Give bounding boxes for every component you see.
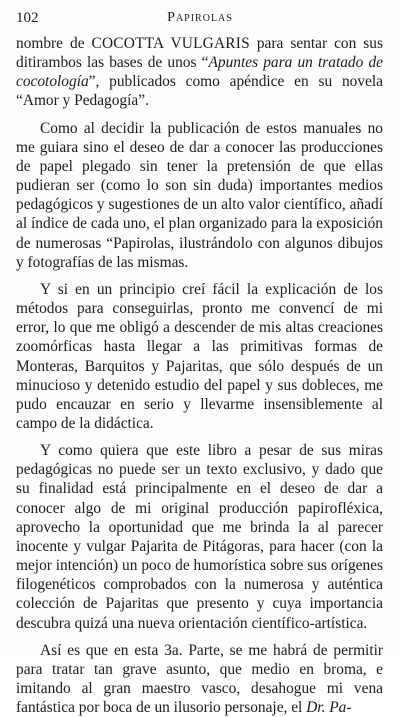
text-segment: nombre de (16, 35, 92, 52)
paragraph-2 (16, 119, 383, 272)
book-title-italic: Apuntes para un tratado de cocotología (16, 54, 384, 91)
species-name: COCOTTA VULGARIS (91, 35, 250, 52)
body-text (16, 34, 383, 717)
running-head (14, 10, 386, 28)
text-segment: Así es que en esta 3a. Parte, se me habrá de permitir para tratar tan grave asunto, que medio en broma, e imitando al gran maestro vasco, desahogue mi vena fantástica por boca de un ilusorio personaje, el (16, 641, 383, 717)
text-segment: para sentar con sus ditirambos las bases de unos “ (16, 35, 383, 72)
text-segment: Y si en un principio creí fácil la explicación de los métodos para conseguirlas, pronto me convencí de mi error, lo que me obligó a descender de mis altas creaciones zoomórficas hasta llegar a las primitivas formas de Monteras, Barquitos y Pajaritas, que sólo después de un minucioso y detenido estudio del papel y sus dobleces, me pudo encauzar en serio y llevarme insensiblemente al campo de la didáctica. (16, 280, 383, 432)
paragraph-5 (16, 641, 383, 717)
running-title: Papirolas (167, 10, 233, 25)
paragraph-1 (16, 34, 383, 111)
text-segment: Como al decidir la publicación de estos manuales no me guiara sino el deseo de dar a conocer las producciones de papel plegado sin tener la pretensión de que ellas pudieran ser (como lo son sin duda) importantes medios pedagógicos y sugestiones de un alto valor científico, añadí al índice de cada uno, el plan organizado para la exposición de numerosas “Papirolas, ilustrándolo con algunos dibujos y fotografías de las mismas. (16, 119, 383, 271)
text-segment: Y como quiera que este libro a pesar de sus miras pedagógicas no puede ser un texto exclusivo, y dado que su finalidad está principalmente en el deseo de dar a conocer algo de mi original producción papirofléxica, aprovecho la oportunidad que me brinda la al parecer inocente y vulgar Pajarita de Pitágoras, para hacer (con la mejor intención) un poco de humorística sobre sus orígenes filogenéticos comprobados con la numerosa y auténtica colección de Pajaritas que presento y cuya importancia descubra quizá una nueva orientación científico-artística. (16, 442, 383, 632)
paragraph-4 (16, 441, 383, 633)
text-segment: ”, publicados como apéndice en su novela “Amor y Pedagogía”. (16, 73, 383, 110)
character-name-italic: Dr. Pa- (306, 699, 352, 717)
page-number: 102 (16, 10, 39, 26)
paragraph-3 (16, 280, 383, 433)
